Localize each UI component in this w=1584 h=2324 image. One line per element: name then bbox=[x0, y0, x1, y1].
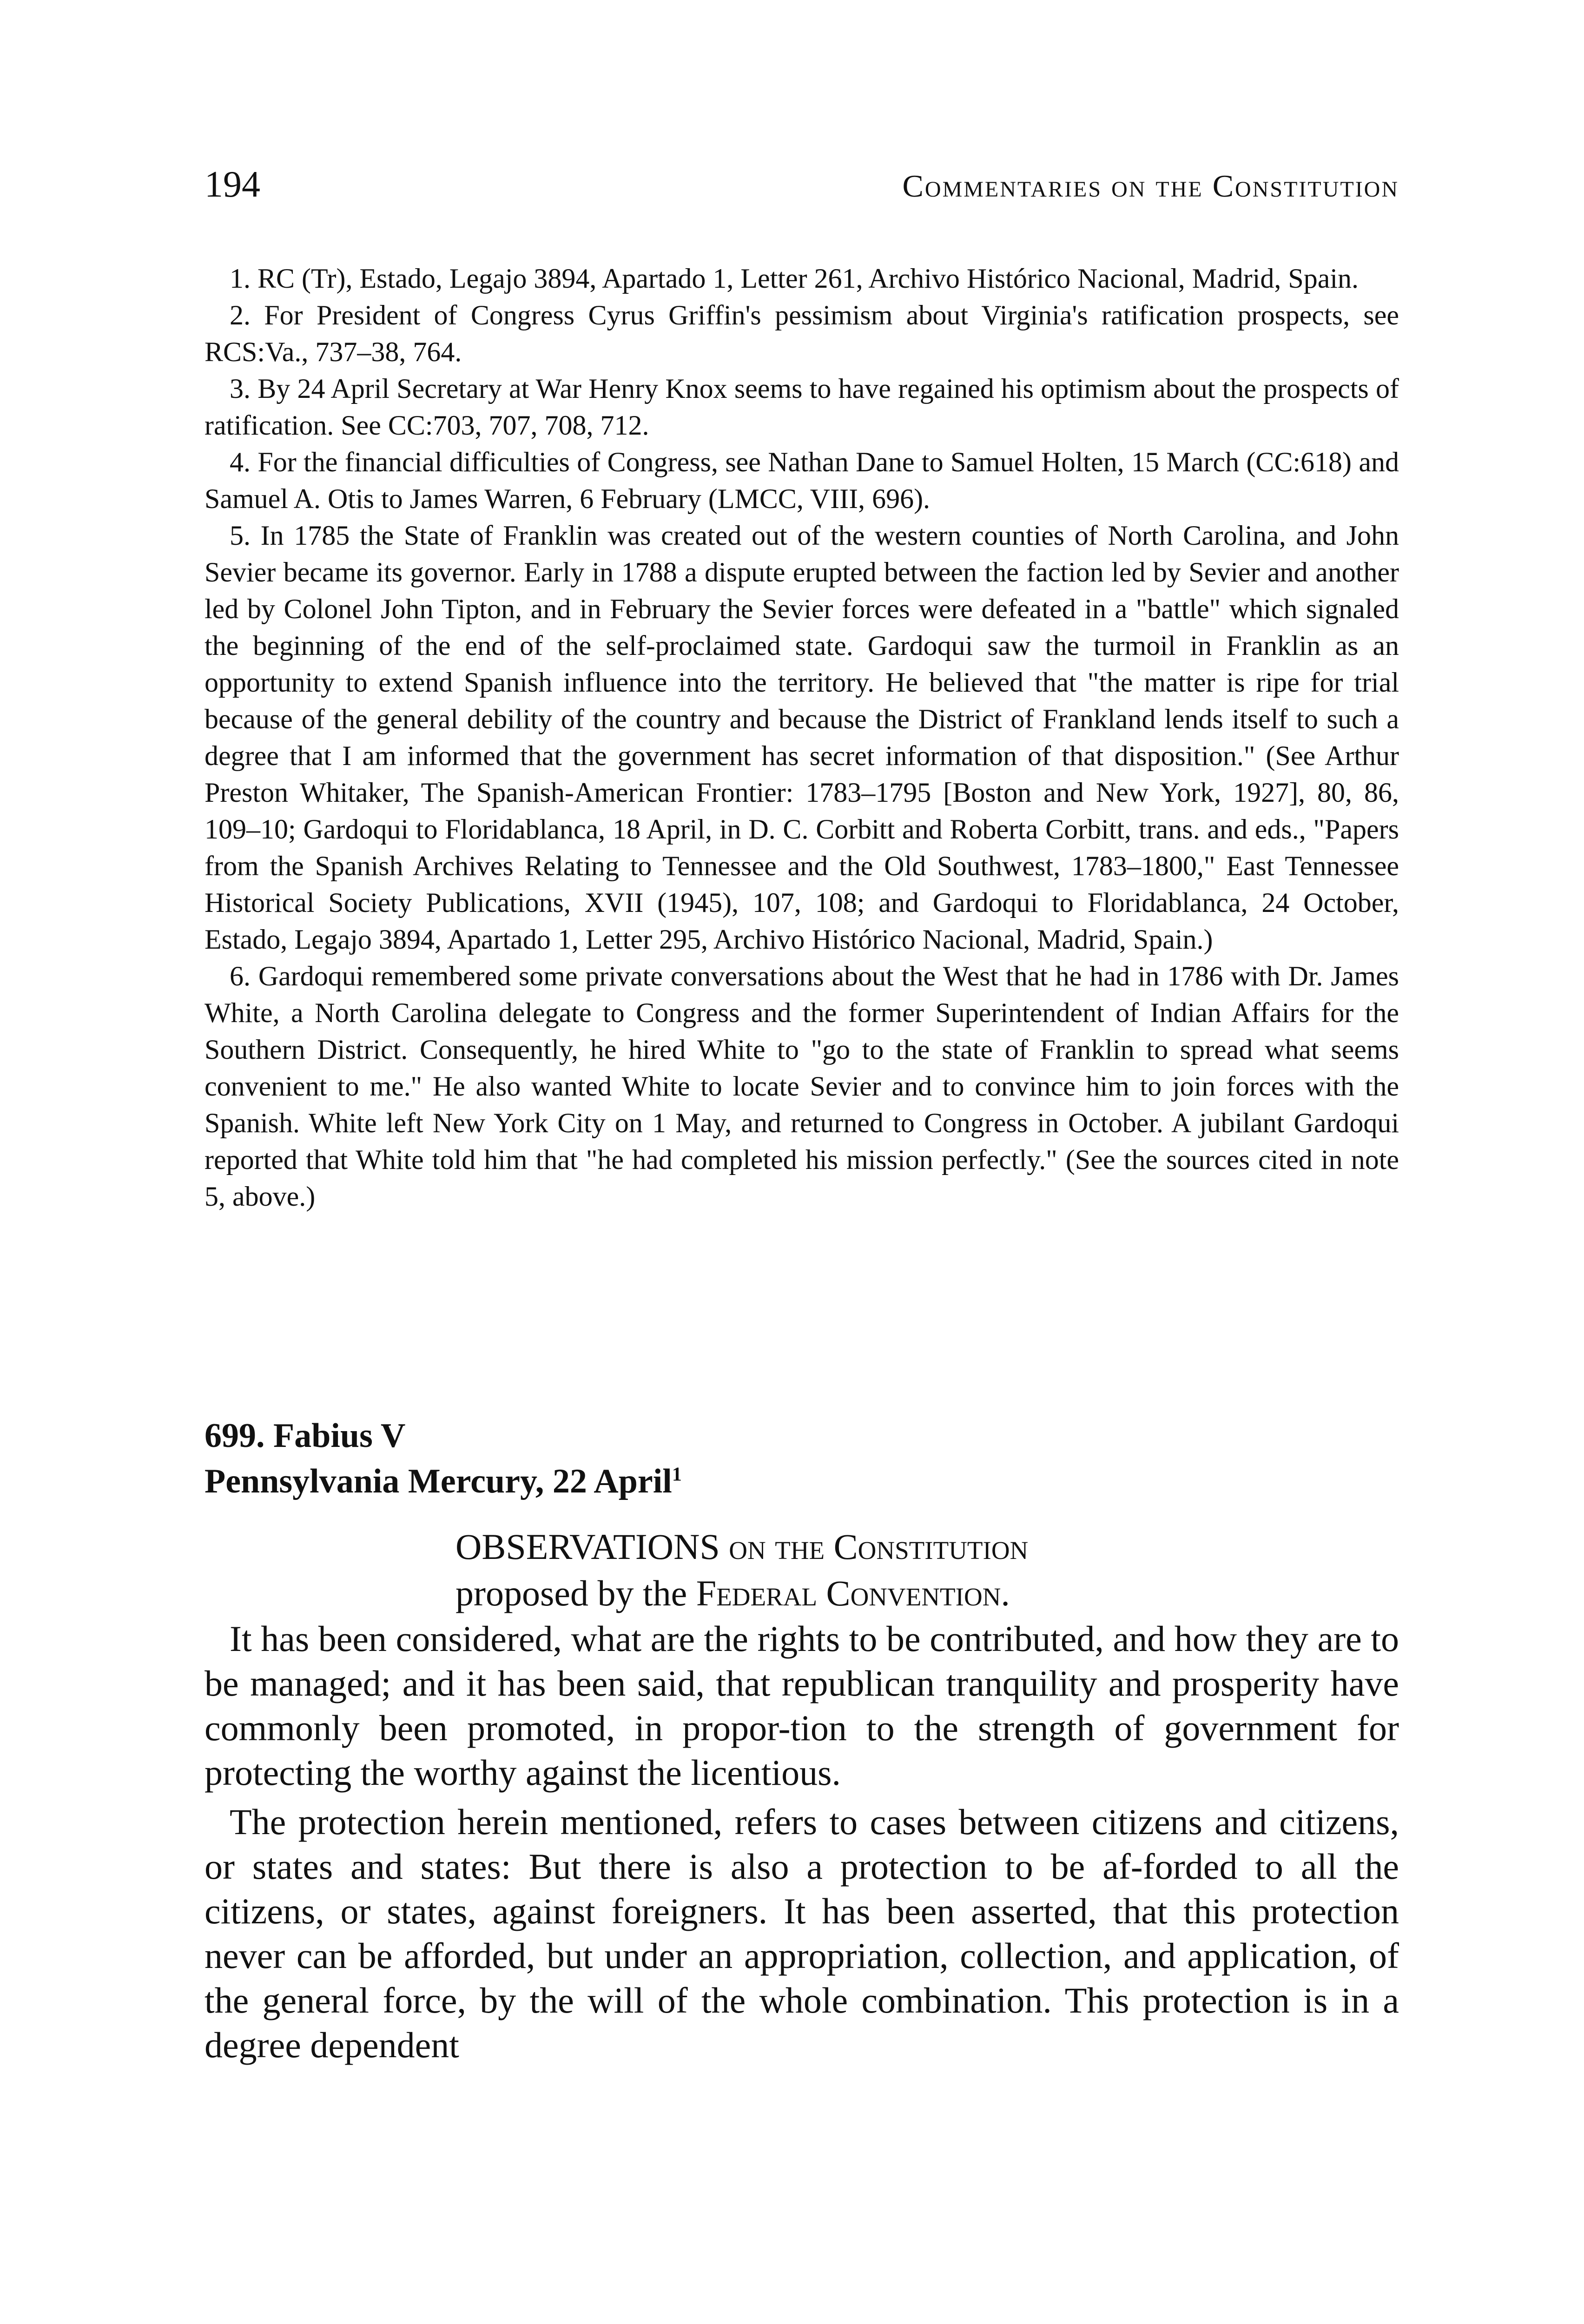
page-header bbox=[205, 164, 1399, 219]
document-source bbox=[205, 1459, 1399, 1504]
footnote-3: 3. By 24 April Secretary at War Henry Knox seems to have regained his optimism about the prospects of ratification. See CC:703, 707, 708, 712. bbox=[205, 373, 1399, 441]
source-text: Pennsylvania Mercury, 22 April bbox=[205, 1462, 672, 1500]
body-paragraph-1: It has been considered, what are the rights to be contributed, and how they are to be managed; and it has been said, that republican tranquility and prosperity have commonly been promoted, in propor-tion to the strength of government for protecting the worthy against the licentious. bbox=[205, 1618, 1399, 1793]
document-title: 699. Fabius V bbox=[205, 1417, 406, 1455]
footnote-5: 5. In 1785 the State of Franklin was created out of the western counties of North Carolina, and John Sevier became its governor. Early in 1788 a dispute erupted between the faction led by Sevier and another led by Colonel John Tipton, and in February the Sevier forces were defeated in a "battle" which signaled the beginning of the end of the self-proclaimed state. Gardoqui saw the turmoil in Franklin as an opportunity to extend Spanish influence into the territory. He believed that "the matter is ripe for trial because of the general debility of the country and because the District of Frankland lends itself to such a degree that I am informed that the government has secret information of that disposition." (See Arthur Preston Whitaker, The Spanish-American Frontier: 1783–1795 [Boston and New York, 1927], 80, 86, 109–10; Gardoqui to Floridablanca, 18 April, in D. C. Corbitt and Roberta Corbitt, trans. and eds., "Papers from the Spanish Archives Relating to Tennessee and the Old Southwest, 1783–1800," East Tennessee Historical Society Publications, XVII (1945), 107, 108; and Gardoqui to Floridablanca, 24 October, Estado, Legajo 3894, Apartado 1, Letter 295, Archivo Histórico Nacional, Madrid, Spain.) bbox=[205, 520, 1399, 955]
federal-convention: Federal Convention. bbox=[696, 1573, 1010, 1613]
running-title: Commentaries on the Constitution bbox=[902, 168, 1399, 204]
footnotes bbox=[205, 260, 1399, 1215]
footnote-4: 4. For the financial difficulties of Congress, see Nathan Dane to Samuel Holten, 15 March (CC:618) and Samuel A. Otis to James Warren, 6 February (LMCC, VIII, 696). bbox=[205, 447, 1399, 514]
body-paragraph-2: The protection herein mentioned, refers to cases between citizens and citizens, or states and states: But there is also a protection to be af-forded to all the citizens, or states, against foreigners. It has been asserted, that this protection never can be afforded, but under an appropriation, collection, and application, of the general force, by the will of the whole combination. This protection is in a degree dependent bbox=[205, 1802, 1399, 2065]
observations-word: OBSERVATIONS bbox=[455, 1526, 720, 1567]
footnote-1: 1. RC (Tr), Estado, Legajo 3894, Apartado 1, Letter 261, Archivo Histórico Nacional, Madrid, Spain. bbox=[230, 263, 1359, 294]
footnote-2: 2. For President of Congress Cyrus Griffin's pessimism about Virginia's ratification prospects, see RCS:Va., 737–38, 764. bbox=[205, 300, 1399, 367]
proposed-by: proposed by the bbox=[455, 1573, 687, 1613]
footnote-6: 6. Gardoqui remembered some private conversations about the West that he had in 1786 with Dr. James White, a North Carolina delegate to Congress and the former Superintendent of Indian Affairs for the Southern District. Consequently, he hired White to "go to the state of Franklin to spread what seems convenient to me." He also wanted White to locate Sevier and to convince him to join forces with the Spanish. White left New York City on 1 May, and returned to Congress in October. A jubilant Gardoqui reported that White told him that "he had completed his mission perfectly." (See the sources cited in note 5, above.) bbox=[205, 961, 1399, 1212]
observations-subheading bbox=[205, 1570, 1399, 1617]
observations-heading bbox=[205, 1524, 1399, 1570]
observations-rest: on the Constitution bbox=[729, 1526, 1029, 1567]
page-number: 194 bbox=[205, 164, 260, 205]
source-note-marker: 1 bbox=[672, 1464, 682, 1486]
document-section bbox=[205, 1413, 1399, 2067]
